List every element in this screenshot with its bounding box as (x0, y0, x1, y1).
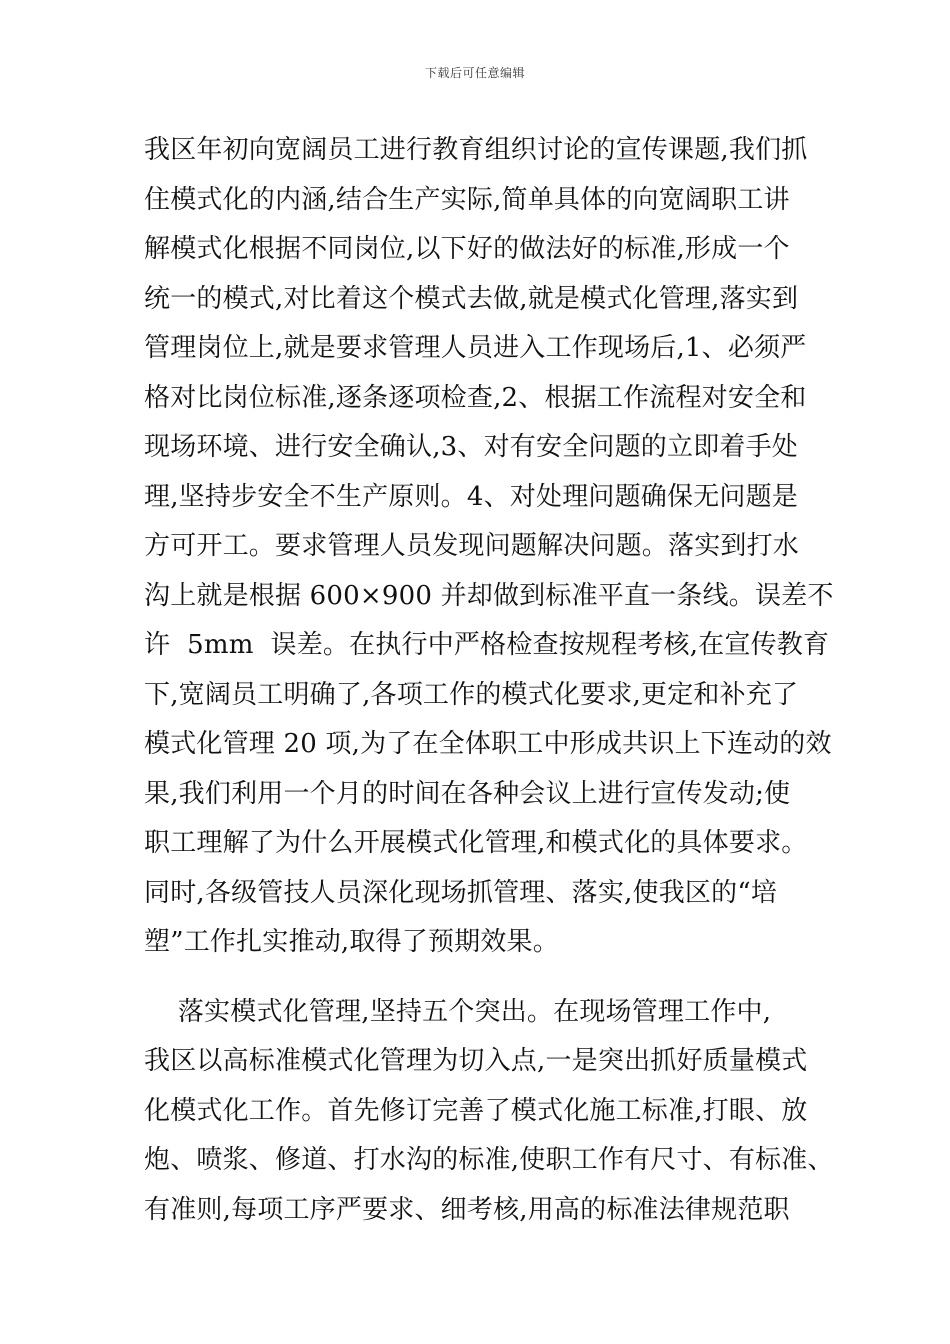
text-line: 解模式化根据不同岗位,以下好的做法好的标准,形成一个 (144, 234, 790, 264)
text-line: 我区年初向宽阔员工进行教育组织讨论的宣传课题,我们抓 (144, 135, 808, 165)
page-header: 下载后可任意编辑 (424, 66, 525, 80)
text-line: 同时,各级管技人员深化现场抓管理、落实,使我区的“培 (144, 877, 778, 908)
text-line: 炮、喷浆、修道、打水沟的标准,使职工作有尺寸、有标准、 (144, 1145, 834, 1175)
document-body (144, 126, 834, 1235)
text-line: 塑”工作扎实推动,取得了预期效果。 (144, 927, 559, 957)
text-line: 下,宽阔员工明确了,各项工作的模式化要求,更定和补充了 (144, 679, 799, 710)
text-line: 现场环境、进行安全确认,3、对有安全问题的立即着手处 (144, 432, 799, 462)
paragraph-gap (144, 968, 824, 988)
text-line: 果,我们利用一个月的时间在各种会议上进行宣传发动;使 (144, 778, 791, 809)
text-line: 统一的模式,对比着这个模式去做,就是模式化管理,落实到 (144, 283, 799, 314)
text-line: 我区以高标准模式化管理为切入点,一是突出抓好质量模式 (144, 1046, 808, 1076)
text-line: 落实模式化管理,坚持五个突出。在现场管理工作中, (144, 996, 772, 1027)
paragraph (144, 126, 834, 968)
text-line: 理,坚持步安全不生产原则。4、对处理问题确保无问题是 (144, 481, 799, 512)
text-line: 管理岗位上,就是要求管理人员进入工作现场后,1、必须严 (144, 333, 807, 363)
text-line: 格对比岗位标准,逐条逐项检查,2、根据工作流程对安全和 (144, 382, 807, 413)
text-line: 化模式化工作。首先修订完善了模式化施工标准,打眼、放 (144, 1095, 808, 1126)
text-line: 许 5mm 误差。在执行中严格检查按规程考核,在宣传教育 (144, 630, 830, 660)
text-line: 沟上就是根据 600×900 并却做到标准平直一条线。误差不 (144, 580, 834, 611)
paragraph (144, 988, 834, 1236)
text-line: 模式化管理 20 项,为了在全体职工中形成共识上下连动的效 (144, 729, 832, 759)
text-line: 住模式化的内涵,结合生产实际,简单具体的向宽阔职工讲 (144, 184, 790, 215)
text-line: 方可开工。要求管理人员发现问题解决问题。落实到打水 (144, 531, 800, 561)
text-line: 有准则,每项工序严要求、细考核,用高的标准法律规范职 (144, 1194, 790, 1225)
text-line: 职工理解了为什么开展模式化管理,和模式化的具体要求。 (144, 828, 808, 858)
